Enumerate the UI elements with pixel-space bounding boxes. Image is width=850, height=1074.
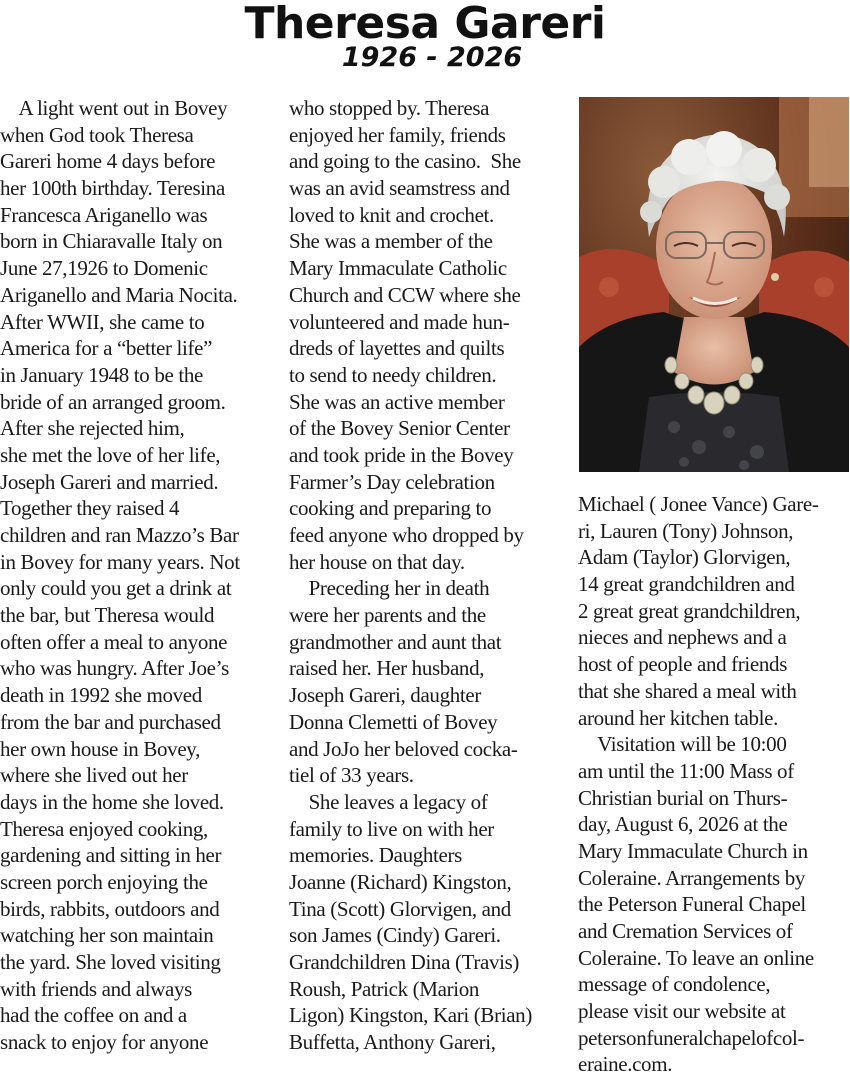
text-line: Joanne (Richard) Kingston, [289, 869, 512, 894]
text-line: eraine.com. [578, 1052, 673, 1074]
text-line: Coleraine. Arrangements by [578, 865, 806, 890]
text-line: Joseph Gareri and married. [0, 469, 219, 494]
text-line: who stopped by. Theresa [289, 96, 490, 120]
text-line: Roush, Patrick (Marion [289, 976, 480, 1001]
text-line: host of people and friends [578, 652, 788, 677]
text-line: day, August 6, 2026 at the [578, 812, 788, 837]
text-line: raised her. Her husband, [289, 656, 485, 681]
text-line: message of condolence, [578, 972, 771, 997]
text-line: She was an active member [289, 389, 505, 414]
text-line: screen porch enjoying the [0, 869, 208, 894]
text-line: around her kitchen table. [578, 705, 778, 730]
text-line: Adam (Taylor) Glorvigen, [578, 545, 791, 570]
text-line: and JoJo her beloved cocka- [289, 736, 518, 761]
text-line: born in Chiaravalle Italy on [0, 229, 223, 254]
text-line: Mary Immaculate Catholic [289, 256, 507, 281]
text-line: loved to knit and crochet. [289, 202, 494, 227]
text-column-1 [0, 95, 272, 1056]
text-line: A light went out in Bovey [0, 96, 228, 120]
text-line: days in the home she loved. [0, 789, 224, 814]
text-line: in Bovey for many years. Not [0, 549, 240, 574]
text-line: petersonfuneralchapelofcol- [578, 1025, 805, 1050]
text-line: enjoyed her family, friends [289, 122, 506, 147]
text-line: Together they raised 4 [0, 496, 180, 521]
text-line: and Cremation Services of [578, 919, 793, 943]
text-line: tiel of 33 years. [289, 763, 414, 788]
text-line: Gareri home 4 days before [0, 149, 216, 174]
text-line: am until the 11:00 Mass of [578, 758, 794, 783]
text-line: Farmer’s Day celebration [289, 469, 495, 494]
text-line: dreds of layettes and quilts [289, 336, 505, 361]
text-line: death in 1992 she moved [0, 683, 202, 708]
text-line: son James (Cindy) Gareri. [289, 923, 501, 948]
text-column-2 [289, 95, 569, 1056]
text-line: Donna Clemetti of Bovey [289, 709, 498, 734]
text-line: gardening and sitting in her [0, 843, 222, 868]
text-line: Ariganello and Maria Nocita. [0, 282, 238, 307]
text-line: only could you get a drink at [0, 576, 232, 601]
text-line: memories. Daughters [289, 843, 462, 868]
text-line: Visitation will be 10:00 [578, 732, 787, 757]
text-line: nieces and nephews and a [578, 625, 787, 650]
text-line: had the coffee on and a [0, 1003, 187, 1028]
text-line: who was hungry. After Joe’s [0, 656, 229, 681]
text-line: to send to needy children. [289, 362, 497, 387]
text-line: when God took Theresa [0, 122, 194, 147]
text-line: bride of an arranged groom. [0, 389, 226, 414]
text-line: please visit our website at [578, 999, 786, 1024]
text-line: Christian burial on Thurs- [578, 785, 788, 810]
text-line: Joseph Gareri, daughter [289, 683, 481, 708]
text-line: After she rejected him, [0, 416, 185, 441]
text-line: her house on that day. [289, 549, 465, 574]
text-line: was an avid seamstress and [289, 176, 510, 201]
text-line: of the Bovey Senior Center [289, 416, 510, 441]
text-line: Tina (Scott) Glorvigen, and [289, 896, 511, 921]
text-line: family to live on with her [289, 816, 494, 841]
text-line: in January 1948 to be the [0, 362, 203, 387]
text-line: Coleraine. To leave an online [578, 945, 814, 970]
text-line: she met the love of her life, [0, 442, 221, 467]
text-line: were her parents and the [289, 603, 486, 628]
text-line: the bar, but Theresa would [0, 603, 215, 628]
text-line: feed anyone who dropped by [289, 523, 524, 547]
life-dates: 1926 - 2026 [341, 42, 523, 73]
text-line: grandmother and aunt that [289, 629, 502, 654]
text-line: snack to enjoy for anyone [0, 1030, 209, 1055]
text-line: and going to the casino. She [289, 149, 521, 174]
text-line: with friends and always [0, 976, 192, 1001]
text-line: children and ran Mazzo’s Bar [0, 523, 239, 547]
text-line: Theresa enjoyed cooking, [0, 816, 208, 841]
text-line: the yard. She loved visiting [0, 950, 221, 974]
text-line: her 100th birthday. Teresina [0, 176, 225, 201]
text-line: cooking and preparing to [289, 496, 492, 521]
text-line: June 27,1926 to Domenic [0, 256, 208, 281]
text-line: She was a member of the [289, 229, 493, 254]
text-line: from the bar and purchased [0, 709, 221, 734]
text-line: Mary Immaculate Church in [578, 838, 808, 863]
text-line: 14 great grandchildren and [578, 572, 795, 597]
text-line: and took pride in the Bovey [289, 442, 514, 467]
text-line: Ligon) Kingston, Kari (Brian) [289, 1003, 532, 1028]
text-line: where she lived out her [0, 763, 188, 788]
deceased-name: Theresa Gareri [244, 0, 606, 49]
portrait-photo [579, 97, 849, 472]
text-line: Grandchildren Dina (Travis) [289, 950, 520, 974]
text-line: She leaves a legacy of [289, 789, 488, 814]
text-line: 2 great great grandchildren, [578, 598, 801, 623]
text-line: After WWII, she came to [0, 309, 205, 334]
text-line: Church and CCW where she [289, 282, 521, 307]
text-line: Buffetta, Anthony Gareri, [289, 1030, 496, 1055]
text-line: Preceding her in death [289, 576, 490, 601]
text-line: America for a “better life” [0, 336, 213, 361]
text-line: her own house in Bovey, [0, 736, 200, 761]
text-line: volunteered and made hun- [289, 309, 510, 334]
text-line: Michael ( Jonee Vance) Gare- [578, 492, 819, 516]
text-line: ri, Lauren (Tony) Johnson, [578, 518, 794, 543]
text-line: the Peterson Funeral Chapel [578, 892, 806, 917]
text-line: birds, rabbits, outdoors and [0, 896, 220, 921]
text-line: often offer a meal to anyone [0, 629, 228, 654]
text-line: watching her son maintain [0, 923, 214, 948]
text-column-3 [578, 491, 850, 1074]
text-line: that she shared a meal with [578, 678, 797, 703]
text-line: Francesca Ariganello was [0, 202, 208, 227]
